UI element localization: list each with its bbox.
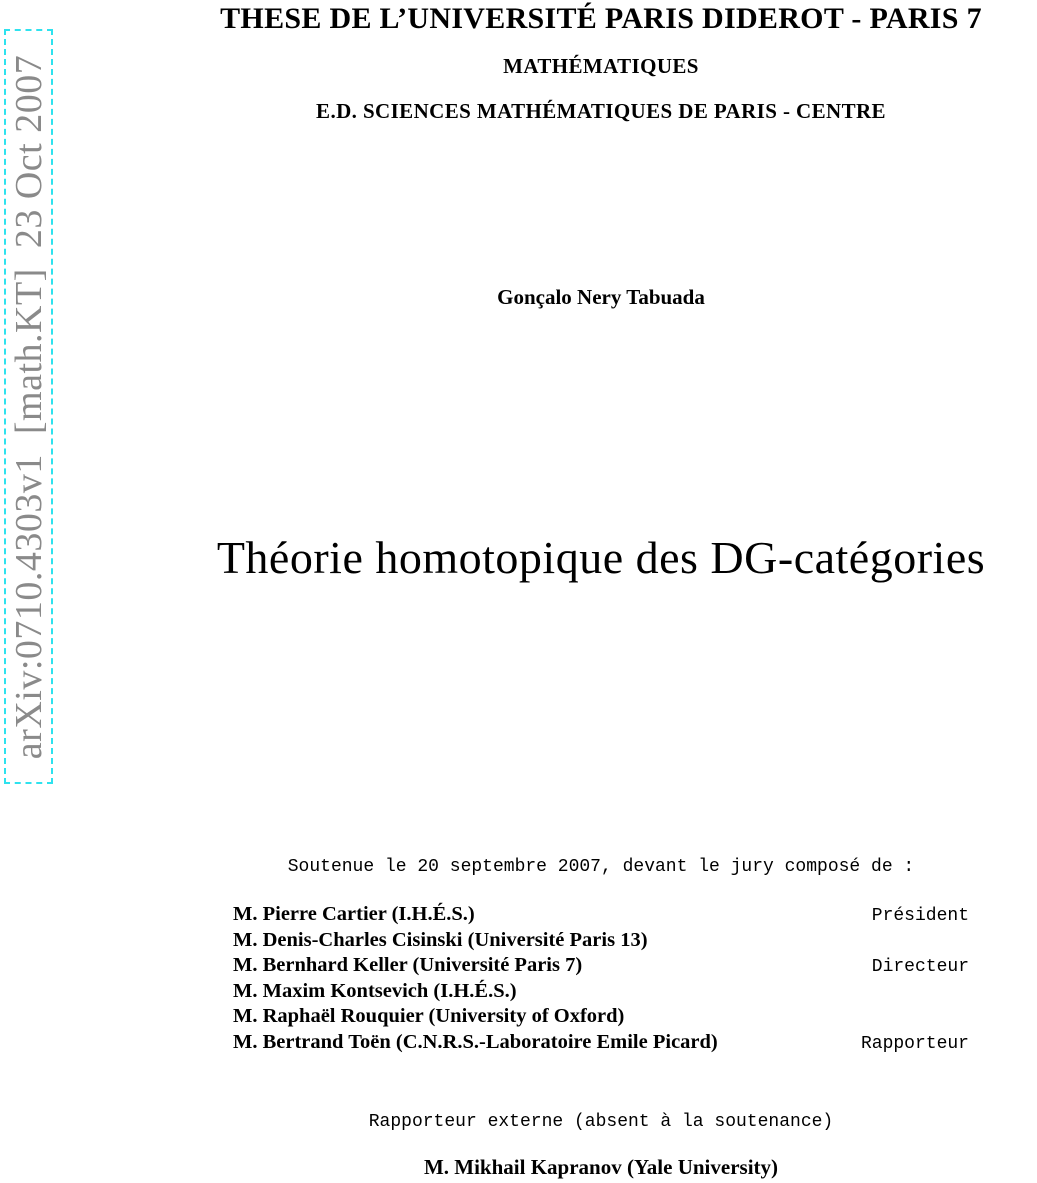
jury-row (233, 954, 969, 980)
arxiv-stamp-text: arXiv:0710.4303v1 [math.KT] 23 Oct 2007 (7, 54, 50, 759)
thesis-discipline: MATHÉMATIQUES (503, 54, 699, 78)
arxiv-stamp (4, 29, 53, 784)
jury-member-name: M. Denis-Charles Cisinski (Université Paris 13) (233, 928, 648, 951)
jury-list (233, 903, 969, 1056)
jury-member-name: M. Pierre Cartier (I.H.É.S.) (233, 903, 475, 925)
defense-intro: Soutenue le 20 septembre 2007, devant le jury composé de : (287, 857, 915, 877)
doctoral-school: E.D. SCIENCES MATHÉMATIQUES DE PARIS - CENTRE (316, 99, 886, 123)
jury-member-name: M. Maxim Kontsevich (I.H.É.S.) (233, 979, 517, 1002)
thesis-title: Théorie homotopique des DG-catégories (216, 532, 986, 583)
jury-member-role: Président (871, 906, 969, 926)
jury-member-name: M. Bernhard Keller (Université Paris 7) (233, 954, 583, 976)
author-name: Gonçalo Nery Tabuada (497, 285, 705, 309)
external-reviewer-name: M. Mikhail Kapranov (Yale University) (423, 1155, 779, 1179)
jury-row (233, 1005, 969, 1031)
jury-row (233, 929, 969, 955)
jury-member-name: M. Raphaël Rouquier (University of Oxford) (233, 1005, 625, 1027)
jury-member-role: Directeur (871, 957, 969, 977)
jury-row (233, 980, 969, 1006)
jury-member-role: Rapporteur (860, 1033, 969, 1054)
jury-row (233, 1031, 969, 1057)
jury-row (233, 903, 969, 929)
external-reviewer-label: Rapporteur externe (absent à la soutenance) (368, 1112, 834, 1132)
jury-member-name: M. Bertrand Toën (C.N.R.S.-Laboratoire Emile Picard) (233, 1030, 718, 1053)
thesis-university-title: THESE DE L’UNIVERSITÉ PARIS DIDEROT - PARIS 7 (220, 2, 982, 35)
